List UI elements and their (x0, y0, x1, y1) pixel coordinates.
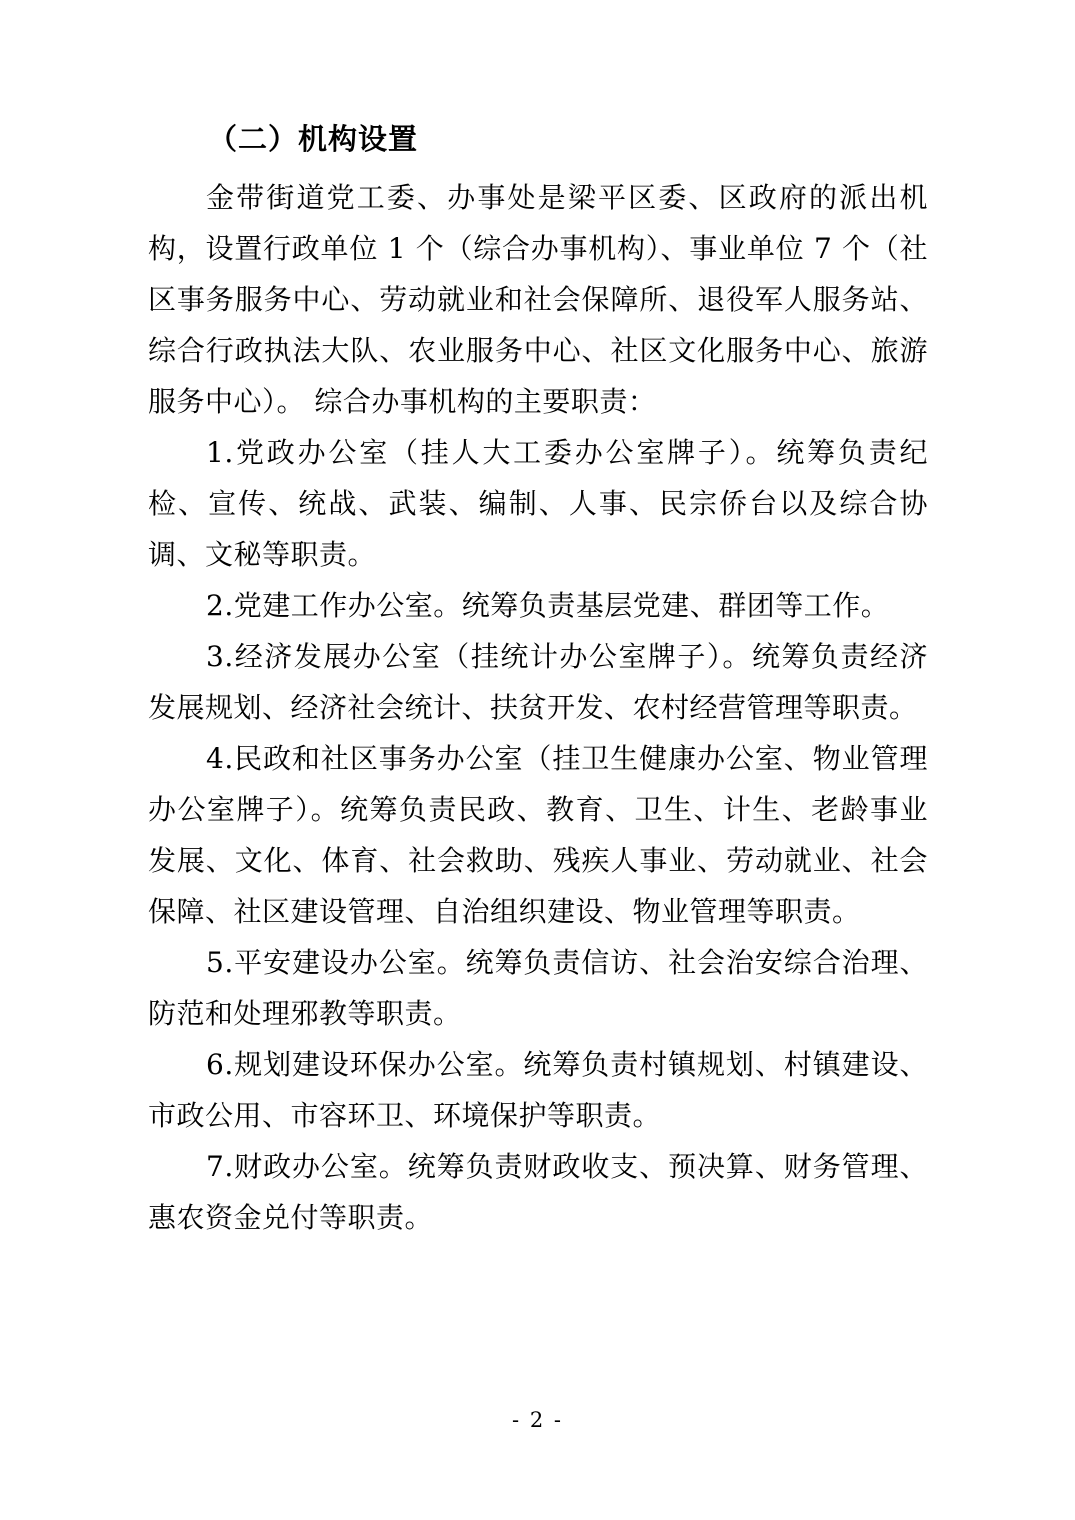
paragraph-item-1: 1.党政办公室（挂人大工委办公室牌子）。统筹负责纪检、宣传、统战、武装、编制、人事、民宗侨台以及综合协调、文秘等职责。 (148, 435, 928, 571)
paragraph-item-7: 7.财政办公室。统筹负责财政收支、预决算、财务管理、惠农资金兑付等职责。 (148, 1149, 928, 1234)
paragraph-item-4: 4.民政和社区事务办公室（挂卫生健康办公室、物业管理办公室牌子）。统筹负责民政、教育、卫生、计生、老龄事业发展、文化、体育、社会救助、残疾人事业、劳动就业、社会保障、社区建设管理、自治组织建设、物业管理等职责。 (148, 741, 928, 928)
paragraph-item-2: 2.党建工作办公室。统筹负责基层党建、群团等工作。 (206, 588, 890, 622)
page-number: - 2 - (512, 1408, 563, 1432)
document-body (148, 118, 928, 1243)
paragraph-intro: 金带街道党工委、办事处是梁平区委、区政府的派出机构，设置行政单位 1 个（综合办事机构）、事业单位 7 个（社区事务服务中心、劳动就业和社会保障所、退役军人服务站、综合行政执法大队、农业服务中心、社区文化服务中心、旅游服务中心）。 综合办事机构的主要职责： (148, 180, 928, 418)
paragraph-item-5: 5.平安建设办公室。统筹负责信访、社会治安综合治理、防范和处理邪教等职责。 (148, 945, 928, 1030)
section-heading: （二）机构设置 (208, 122, 419, 156)
paragraph-item-6: 6.规划建设环保办公室。统筹负责村镇规划、村镇建设、市政公用、市容环卫、环境保护等职责。 (148, 1047, 928, 1132)
paragraph-item-3: 3.经济发展办公室（挂统计办公室牌子）。统筹负责经济发展规划、经济社会统计、扶贫开发、农村经营管理等职责。 (148, 639, 928, 724)
